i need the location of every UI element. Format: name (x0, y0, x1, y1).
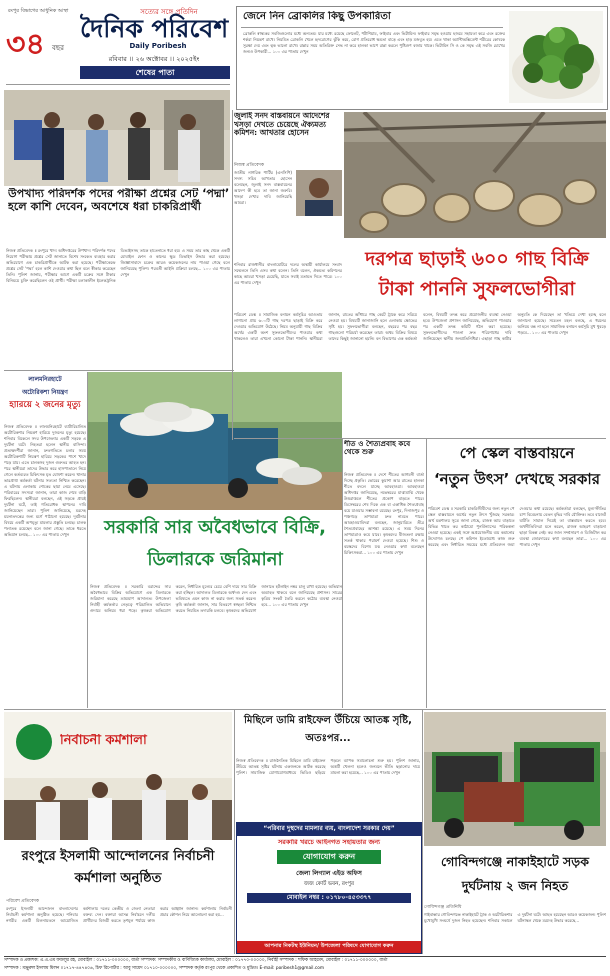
rule-h-3 (4, 709, 606, 710)
winter-body: নিজস্ব প্রতিবেদক ॥ দেশে শীতের আগমনী বার্তা দিচ্ছে প্রকৃতি। ভোরের কুয়াশা আর রাতের হালকা শীতে বদলে যাচ্ছে আবহাওয়া। আবহাওয়া অধিদপ্তর জানিয়েছে, নভেম্বরের মাঝামাঝি থেকে উত্তরাঞ্চলে শীতের প্রকোপ বাড়তে পারে। ডিসেম্বরের শেষ দিকে এক বা একাধিক শৈত্যপ্রবাহ বয়ে যাওয়ার সম্ভাবনা রয়েছে। রংপুর, দিনাজপুর ও পঞ্চগড়ে তাপমাত্রা দ্রুত নামতে পারে। আবহাওয়াবিদরা বলছেন, জানুয়ারিতে তীব্র শৈত্যপ্রবাহের আশঙ্কা রয়েছে। এ সময় দিনের তাপমাত্রাও কমে যাবে। কৃষকদের বীজতলা রক্ষায় সতর্ক থাকার পরামর্শ দেওয়া হয়েছে। শিশু ও বয়স্কদের বিশেষ যত্ন নেওয়ার কথা বলেছেন চিকিৎসকরা... ১০০ এর পাতায় দেখুন (344, 472, 424, 555)
rule-h-1 (4, 370, 234, 371)
date-line: রবিবার ।। ২৬ অক্টোবর ।। ২০২৫ইং (108, 55, 200, 63)
islami-workshop-photo (4, 712, 232, 840)
rule-h-2 (234, 438, 606, 439)
michil-headline: মিছিলে ডামি রাইফেল উঁচিয়ে আতঙ্ক সৃষ্টি, অতঃপর... (244, 715, 412, 744)
rule-v-5 (234, 710, 235, 954)
july-body: জাতীয় নাগরিক পার্টির (এনসিপি) সদস্য সচিব আখতার হোসেন বলেছেন, জুলাই সনদ বাস্তবায়নের আদেশ কী হবে তা জানা জরুরি। খসড়া দেখার দাবি জানিয়েছি আমরা। (234, 170, 292, 205)
tree-headline: দরপত্র ছাড়াই ৬০০ গাছ বিক্রি টাকা পাননি সুফলভোগীরা (365, 248, 589, 300)
logs-photo (344, 112, 606, 238)
footer-line1: সম্পাদক ও প্রকাশক: এ.এ.এম ফজলুর রহ, মোবাইল : ০১৭১১-০০০০০০, বার্তা সম্পাদক: সম্পাদকীয় ও বাণিজ্যিক কার্যালয়, মোবাইল : ০১৭৭০-০০০০০, নির্বাহী সম্পাদক : শফিক আহমেদ, মোবাইল : ০১৭১১-০০০০০০, বার্তা (4, 958, 388, 963)
islami-banner: নির্বাচনী কর্মশালা (60, 734, 147, 748)
rule-v-6 (422, 710, 423, 954)
issue-badge (6, 28, 70, 66)
exam-arrest-photo (4, 90, 230, 186)
july-body-2: শনিবার রাজধানীর বাংলামোটরে দলের অস্থায়ী কার্যালয়ে সংবাদ সম্মেলনে তিনি এসব কথা বলেন। তিনি বলেন, ঐকমত্য কমিশনের কাছে আমরা খসড়া চেয়েছি, যাতে সবাই মতামত দিতে পারে। ১০০ এর পাতায় দেখুন (234, 262, 342, 285)
footer-line2: সম্পাদক : মঞ্জুরুল ইসলাম মিলন ০১৭১৭-৪৪৭৪০৬, চিফ রিপোর্টার : আবু সায়েদ ০১৭১০-০০০০০০, সম্পাদক কর্তৃক রংপুর থেকে প্রকাশিত ও মুদ্রিত। E-mail: poribesh1@gmail.com (4, 966, 325, 971)
masthead-tagline: রংপুর বিভাগের আধুনিক আস্থা (8, 8, 69, 14)
lalmonirhat-headline: হারিয়ে ২ জনের মৃত্যু (9, 401, 81, 410)
payscale-more: ১০০ এর পাতায় দেখুন (519, 536, 606, 547)
lalmonirhat-kicker2: অটোরিকশা নিয়ন্ত্রণ (22, 389, 68, 396)
payscale-headline-b: ‘নতুন উৎস’ দেখছে সরকার (433, 470, 601, 488)
exam-more: ১০০ এর পাতায় দেখুন (120, 266, 230, 277)
broccoli-title: জেনে নিন ব্রোকলির কিছু উপকারিতা (243, 11, 391, 22)
section-label: শেষের পাতা (135, 68, 175, 77)
paper-name-en: Daily Poribesh (129, 42, 187, 50)
july-headline: জুলাই সনদ বাস্তবায়নে আদেশের খসড়া দেখতে চেয়েছে ঐক্যমত্য কমিশন: আখতার হোসেন (234, 112, 330, 138)
ad-line4: জেলা লিগ্যাল এইড অফিস (296, 869, 362, 877)
masthead-logo (80, 14, 236, 52)
issue-unit: বছর (52, 44, 64, 52)
paper-name-bn: দৈনিক পরিবেশ (80, 14, 229, 43)
exam-body: নিজস্ব প্রতিবেদক ॥ রংপুরে খাদ্য অধিদপ্তরের উপখাদ্য পরিদর্শক পদের নিয়োগ পরীক্ষায় প্রশ্নের সেট জানাতে বিশেষ সংকেত ব্যবহার করার অভিযোগে এক চাকরিপ্রার্থীকে আটক করা হয়েছে। পরীক্ষাকেন্দ্রে প্রশ্নের সেট ‘পদ্মা’ হলে কাশি দেওয়ার কথা ছিল বলে স্বীকার করেছেন তিনি। পুলিশ জানায়, পরীক্ষার আগে একটি চক্রের সঙ্গে টাকার বিনিময়ে চুক্তি করেছিলেন ওই প্রার্থী। পরীক্ষা চলাকালীন ইলেকট্রনিক ডিভাইসসহ তাকে হাতেনাতে ধরা হয়। এ সময় তার কাছ থেকে একটি মোবাইল ফোন ও কানের ক্ষুদ্র ডিভাইস উদ্ধার করা হয়েছে। জিজ্ঞাসাবাদে চক্রের আরও কয়েকজনের নাম পাওয়া গেছে বলে জানিয়েছে পুলিশ। পরবর্তী আইনি প্রক্রিয়া চলছে... ১০০ এর পাতায় দেখুন (6, 248, 230, 283)
ad-line2: সরকারি খরচে আইনগত সহায়তার জন্য (277, 838, 381, 846)
islami-headline: রংপুরে ইসলামী আন্দোলনের নির্বাচনী কর্মশালা অনুষ্ঠিত (21, 849, 215, 886)
ad-line5: জজ কোর্ট ভবন, রংপুর (303, 880, 355, 887)
broccoli-more: ১০০ এর পাতায় দেখুন (272, 49, 309, 54)
winter-headline: শীত ও শৈত্যপ্রবাহ কবে থেকে শুরু (344, 440, 411, 457)
legal-aid-ad (236, 822, 422, 954)
masthead-slogan: সত্যের সঙ্গে প্রতিদিন (140, 8, 198, 16)
ad-line3: যোগাযোগ করুন (277, 850, 381, 863)
lalmonirhat-more: ১০০ এর পাতায় দেখুন (32, 532, 69, 537)
broccoli-title-underline (241, 27, 503, 28)
rule-v-1 (232, 110, 233, 440)
lalmonirhat-box (4, 374, 86, 422)
tree-body: পরিবেশ ডেস্ক ॥ সামাজিক বনায়ন কর্মসূচির আওতায় লাগানো প্রায় ৬০০টি গাছ দরপত্র ছাড়াই বিক্রি করে দেওয়ার অভিযোগ উঠেছে। নিয়ম অনুযায়ী গাছ বিক্রির অর্থের একটি অংশ সুফলভোগীদের পাওয়ার কথা থাকলেও তারা এখনো কোনো টাকা পাননি। স্থানীয়রা জানান, রাতের আঁধারে গাছ কেটে ট্রাকে করে সরিয়ে নেওয়া হয়। বিষয়টি জানাজানি হলে এলাকায় ক্ষোভের সৃষ্টি হয়। সুফলভোগীরা বলছেন, বছরের পর বছর গাছগুলো পরিচর্যা করেছেন তারা। অথচ বিক্রির বিষয়ে তাদের কিছুই জানানো হয়নি। বন বিভাগের এক কর্মকর্তা বলেন, বিষয়টি তদন্ত করে প্রয়োজনীয় ব্যবস্থা নেওয়া হবে। উপজেলা প্রশাসন জানিয়েছে, অভিযোগ পাওয়ার পর একটি তদন্ত কমিটি গঠন করা হয়েছে। সুফলভোগীদের পাওনা দ্রুত পরিশোধের দাবি জানিয়েছেন স্থানীয় জনপ্রতিনিধিরা। এছাড়া গাছ কাটার অনুমতি কে দিয়েছেন তা খতিয়ে দেখা হচ্ছে বলে জানানো হয়েছে। সচেতন মহল বলছে, এ ধরনের অনিয়ম বন্ধ না হলে সামাজিক বনায়ন কর্মসূচি মুখ থুবড়ে পড়বে... ১০০ এর পাতায় দেখুন (234, 312, 606, 341)
accident-headline: গোবিন্দগঞ্জে নাকাইহাটে সড়ক দুর্ঘটনায় ২ জন নিহত (441, 854, 589, 893)
date-bar (80, 54, 228, 65)
accident-body: গাইবান্ধার গোবিন্দগঞ্জে নাকাইহাটে ট্রাক ও অটোরিকশার মুখোমুখি সংঘর্ষে দুজন নিহত হয়েছেন। শনিবার সকালে এ দুর্ঘটনা ঘটে। আহত হয়েছেন আরও কয়েকজন। পুলিশ ঘটনাস্থল থেকে মরদেহ উদ্ধার করেছে... (424, 912, 606, 923)
broccoli-body: ব্রোকলি স্বাস্থ্যকর সবজিগুলোর মধ্যে অন্যতম। যার মধ্যে রয়েছে ফোলেট, পটাশিয়াম, ফাইবার এবং ভিটামিন। ফাইবার সমৃদ্ধ হওয়ায় হজমে সহায়তা করে এবং রক্তের শর্করা নিয়ন্ত্রণ রাখে। নিয়মিত ব্রোকলি খেলে হৃদরোগের ঝুঁকি কমে, রোগ প্রতিরোধ ক্ষমতা বাড়ে এবং হাড় মজবুত হয়। এতে থাকা অ্যান্টিঅক্সিডেন্ট শরীরের কোষকে সুরক্ষা দেয় এবং ত্বক ভালো রাখে। রান্নার সময় অতিরিক্ত সেদ্ধ না করে হালকা ভাপে রান্না করলে পুষ্টিগুণ বজায় থাকে। ভিটামিন সি ও কে সমৃদ্ধ এই সবজি চোখের জন্যও উপকারী... ১০০ এর পাতায় দেখুন (243, 31, 505, 54)
broccoli-photo (509, 11, 603, 103)
fertilizer-more: ১০০ এর পাতায় দেখুন (272, 602, 309, 607)
accident-byline: গোবিন্দগঞ্জ প্রতিনিধি (424, 905, 462, 910)
lalmonirhat-kicker: লালমনিরহাটে (28, 376, 62, 383)
rule-v-4 (426, 438, 427, 708)
akhtar-portrait (296, 170, 342, 216)
fertilizer-body: নিজস্ব প্রতিবেদক ॥ সরকারি বরাদ্দের সার অবৈধভাবে বিক্রির অভিযোগে এক ডিলারকে জরিমানা করেছে ভ্রাম্যমাণ আদালত। উপজেলা নির্বাহী কর্মকর্তার নেতৃত্বে পরিচালিত অভিযানে গুদামে অনিয়ম ধরা পড়ে। কৃষকরা অভিযোগ করেন, নির্ধারিত মূল্যের চেয়ে বেশি দামে সার বিক্রি করা হচ্ছিল। আদালত ডিলারকে অর্থদণ্ড দেন এবং ভবিষ্যতে এমন কাজ না করার জন্য সতর্ক করেন। কৃষি কর্মকর্তা জানান, সার বিতরণে স্বচ্ছতা নিশ্চিত করতে নিয়মিত তদারকি চলবে। কৃষকদের অভিযোগ জানাতে হটলাইন নম্বর চালু রাখা হয়েছে। অভিযান অব্যাহত থাকবে বলে জানিয়েছে প্রশাসন। সারের কৃত্রিম সংকট তৈরি করলে কঠোর ব্যবস্থা নেওয়া হবে... ১০০ এর পাতায় দেখুন (90, 584, 342, 613)
footer-imprint (4, 956, 606, 975)
broccoli-lead: ব্রোকলি স্বাস্থ্যকর সবজিগুলোর মধ্যে অন্যতম। যার মধ্যে রয়েছে ফোলেট, পটাশিয়াম, ফাইবার এবং ভিটামিন। (243, 31, 417, 36)
accident-photo (424, 712, 606, 846)
rule-v-3 (342, 438, 343, 708)
july-more: ১০০ এর পাতায় দেখুন (234, 274, 342, 285)
winter-more: ১০০ এর পাতায় দেখুন (367, 550, 404, 555)
lalmonirhat-body: নিজস্ব প্রতিবেদক ॥ লালমনিরহাটে ব্যাটারিচালিত অটোরিকশার নিয়ন্ত্রণ হারিয়ে দুজনের মৃত্যু হয়েছে। শনিবার বিকেলে সদর উপজেলার একটি সড়কে এ দুর্ঘটনা ঘটে। নিহতরা হলেন স্থানীয় বাসিন্দা। প্রত্যক্ষদর্শীরা জানান, দ্রুতগতিতে চলার সময় অটোরিকশাটি নিয়ন্ত্রণ হারিয়ে সড়কের পাশে খাদে পড়ে যায়। এতে চালকসহ দুজন গুরুতর আহত হন। পরে স্থানীয়রা তাদের উদ্ধার করে হাসপাতালে নিয়ে গেলে কর্তব্যরত চিকিৎসক মৃত ঘোষণা করেন। থানার ভারপ্রাপ্ত কর্মকর্তা ঘটনার সত্যতা নিশ্চিত করেছেন। এ ঘটনায় এলাকায় শোকের ছায়া নেমে এসেছে। পরিবারের সদস্যরা জানান, তারা কাজ শেষে বাড়ি ফিরছিলেন। স্থানীয়রা বলছেন, এই সড়কে প্রায়ই দুর্ঘটনা ঘটে, তাই গতিরোধক স্থাপনের দাবি জানিয়েছেন তারা। পুলিশ জানিয়েছে, মরদেহ ময়নাতদন্তের জন্য মর্গে পাঠানো হয়েছে। দুর্ঘটনার বিষয়ে একটি অপমৃত্যু মামলার প্রস্তুতি চলছে। চালক পলাতক রয়েছেন বলে জানা গেছে। তাকে ধরতে অভিযান চলছে... ১০০ এর পাতায় দেখুন (4, 424, 86, 537)
fertilizer-truck-photo (88, 372, 342, 510)
fertilizer-headline: সরকারি সার অবৈধভাবে বিক্রি, ডিলারকে জরিমানা (104, 517, 326, 570)
ad-line1: “পরিবার দুস্থদের মামলার ব্যয়, বাংলাদেশ সরকার দেয়” (237, 823, 421, 836)
payscale-headline-box (428, 440, 606, 502)
broccoli-box (236, 6, 608, 110)
islami-byline: পরিবেশ প্রতিবেদক (6, 899, 40, 904)
ad-line6: মোবাইল নম্বর : ০১৭৮০-৪৫৩৩৭৭ (247, 893, 411, 904)
section-bar (80, 66, 230, 79)
exam-headline: উপখাদ্য পরিদর্শক পদের পরীক্ষা প্রশ্নের সেট ‘পদ্মা’ হলে কাশি দেবেন, অবশেষে ধরা চাকরিপ্রার্থী (8, 188, 230, 213)
michil-more: ১০০ এর পাতায় দেখুন (364, 770, 401, 775)
rule-v-2 (87, 372, 88, 708)
islami-body: রংপুরে ইসলামী আন্দোলন বাংলাদেশের নির্বাচনী কর্মশালা অনুষ্ঠিত হয়েছে। শনিবার নগরীর একটি মিলনায়তনে আয়োজিত কর্মশালায় দলের কেন্দ্রীয় ও জেলা নেতারা বক্তব্য দেন। বক্তারা আসন্ন নির্বাচনে দলীয় প্রার্থীদের বিজয়ী করতে তৃণমূল পর্যায়ে কাজ করার আহ্বান জানান। কর্মশালায় নির্বাচনী প্রচার কৌশল নিয়ে আলোচনা করা হয়... (6, 906, 232, 923)
ad-footer: আপনার নিকটস্থ ইউনিয়ন/ উপজেলা পরিষদে যোগাযোগ করুন (237, 941, 421, 953)
michil-body: নিজস্ব প্রতিবেদক ॥ রাজনৈতিক মিছিলে ডামি রাইফেল উঁচিয়ে আতঙ্ক সৃষ্টির ঘটনায় একজনকে আটক করেছে পুলিশ। সামাজিক যোগাযোগমাধ্যমে ভিডিও ছড়িয়ে পড়লে ব্যাপক সমালোচনা শুরু হয়। পুলিশ জানায়, অস্ত্রটি খেলনা হলেও জনমনে ভীতি ছড়ানোর দায়ে মামলা করা হয়েছে... ১০০ এর পাতায় দেখুন (236, 758, 420, 775)
masthead-divider (6, 84, 230, 85)
july-byline: নিজস্ব প্রতিবেদক (234, 163, 265, 168)
tree-more: ১০০ এর পাতায় দেখুন (532, 330, 568, 335)
issue-number: ৩৪ (6, 27, 45, 62)
payscale-headline-a: পে স্কেল বাস্তবায়নে (459, 444, 575, 462)
payscale-body: পরিবেশ ডেস্ক ॥ সরকারি চাকরিজীবীদের জন্য নতুন পে স্কেল বাস্তবায়নে অর্থের নতুন উৎস খুঁজছে সরকার। অর্থ মন্ত্রণালয় সূত্রে জানা গেছে, রাজস্ব আয় বাড়াতে বিভিন্ন খাতে কর কাঠামো পুনর্বিন্যাসের পরিকল্পনা নেওয়া হয়েছে। একই সঙ্গে অপ্রয়োজনীয় ব্যয় কমানোর উদ্যোগও চলছে। পে কমিশন ইতোমধ্যে কাজ শুরু করেছে এবং নির্ধারিত সময়ের মধ্যে প্রতিবেদন জমা দেওয়ার কথা রয়েছে। কর্মকর্তারা বলছেন, মূল্যস্ফীতির চাপ বিবেচনায় বেতন বৃদ্ধির দাবি যৌক্তিক। তবে বাজেট ঘাটতি সামাল দিয়েই তা বাস্তবায়ন করতে হবে। অর্থনীতিবিদরা মনে করেন, রাজস্ব আহরণ বাড়ানো ছাড়া বিকল্প নেই। কর জাল সম্প্রসারণ ও ডিজিটাল কর ব্যবস্থা জোরদারের কথা বলছেন তারা... ১০০ এর পাতায় দেখুন (428, 506, 606, 547)
